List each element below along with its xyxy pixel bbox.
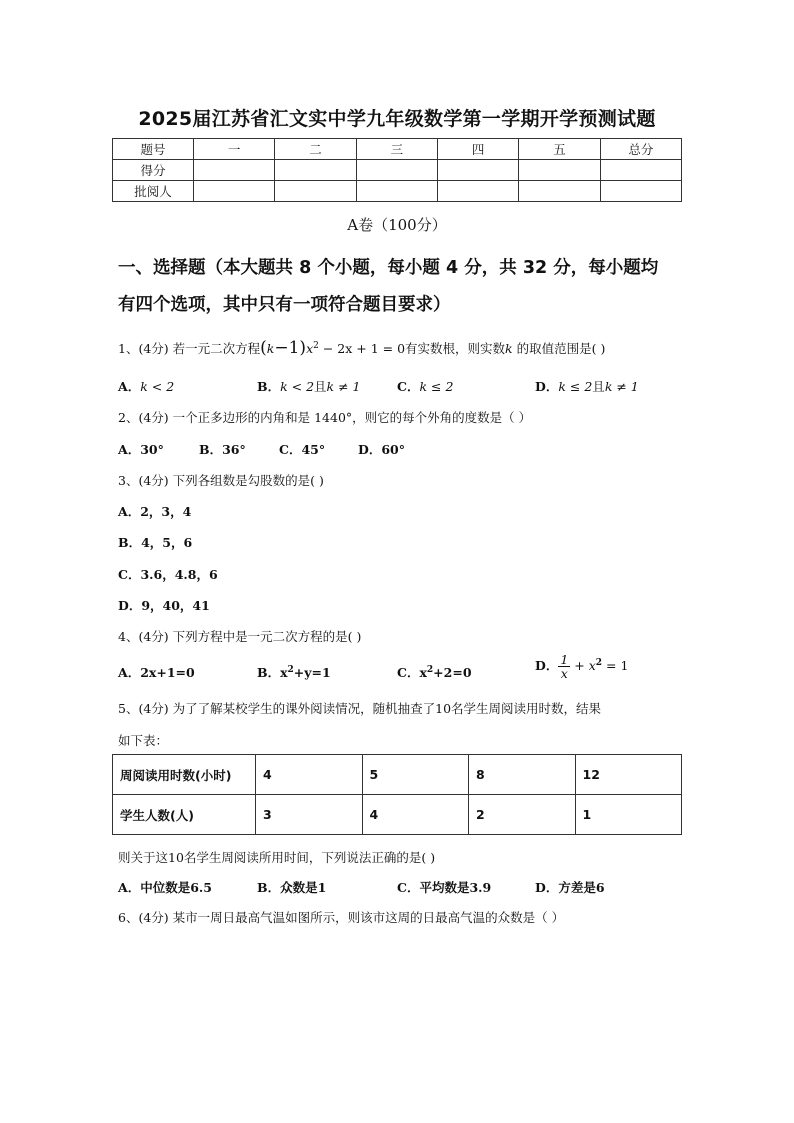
- q4-option-d-fraction: [558, 653, 570, 680]
- score-cell: [356, 160, 437, 181]
- table-row: [113, 795, 682, 835]
- table-cell: 8: [469, 755, 576, 795]
- score-cell: [275, 181, 356, 202]
- q4-option-d-sup: 2: [595, 658, 603, 668]
- q4-option-c-text2: +2=0: [433, 665, 472, 680]
- q4-option-b-text2: +y=1: [293, 665, 331, 680]
- score-cell: [600, 160, 681, 181]
- score-header-cell: 二: [275, 139, 356, 160]
- q3-option-c: C．3.6，4.8，6: [118, 567, 218, 582]
- score-row-label: 批阅人: [113, 181, 194, 202]
- q1-var-x: x: [306, 341, 314, 356]
- table-cell: 12: [575, 755, 682, 795]
- q1-option-b: [257, 377, 361, 395]
- q2-option-c: C．45°: [279, 442, 326, 457]
- q4-option-d-label: D．: [535, 658, 559, 673]
- q1-option-b-text1: k < 2: [280, 379, 315, 394]
- question-6-stem: 6、(4分) 某市一周日最高气温如图所示，则该市这周的日最高气温的众数是（ ）: [118, 910, 565, 925]
- q1-option-d-label: D．: [535, 379, 559, 394]
- score-cell: [600, 181, 681, 202]
- fraction-denominator: x: [560, 666, 568, 681]
- q5-option-a: A．中位数是6.5: [118, 880, 212, 895]
- q1-option-d: [535, 377, 639, 395]
- q1-stem-text-c: 的取值范围是( ): [512, 341, 606, 356]
- q3-option-a: A．2，3，4: [118, 504, 192, 519]
- q4-option-d-text1: + x: [570, 658, 596, 673]
- score-cell: [356, 181, 437, 202]
- q4-option-b: [257, 663, 331, 681]
- table-cell: 2: [469, 795, 576, 835]
- q1-option-c-label: C．: [397, 379, 420, 394]
- question-2-stem: 2、(4分) 一个正多边形的内角和是 1440°，则它的每个外角的度数是（ ）: [118, 410, 532, 425]
- section-heading-line2: 有四个选项，其中只有一项符合题目要求）: [118, 295, 451, 315]
- score-table-header-row: [113, 139, 682, 160]
- q5-option-c: C．平均数是3.9: [397, 880, 492, 895]
- q1-option-c: [397, 377, 453, 395]
- score-table-row: [113, 181, 682, 202]
- q2-option-a: A．30°: [118, 442, 164, 457]
- reading-time-table: [112, 754, 682, 835]
- section-heading-line1: 一、选择题（本大题共 8 个小题，每小题 4 分，共 32 分，每小题均: [118, 258, 659, 278]
- q1-option-a: [118, 377, 174, 395]
- q1-exponent: 2: [313, 341, 319, 351]
- q1-var-k2: k: [505, 341, 513, 356]
- q5-option-b: B．众数是1: [257, 880, 327, 895]
- q4-option-c-text1: C．x: [397, 665, 427, 680]
- table-cell: 周阅读用时数(小时): [113, 755, 256, 795]
- q4-option-b-text1: B．x: [257, 665, 288, 680]
- q1-var-k: k: [266, 341, 275, 356]
- table-cell: 1: [575, 795, 682, 835]
- table-cell: 3: [256, 795, 363, 835]
- question-3-stem: 3、(4分) 下列各组数是勾股数的是( ): [118, 473, 324, 488]
- q1-stem-text: 1、(4分) 若一元二次方程: [118, 341, 261, 356]
- q4-option-d-text2: = 1: [602, 658, 629, 673]
- q1-option-a-label: A．: [118, 379, 141, 394]
- page-title: 2025届江苏省汇文实中学九年级数学第一学期开学预测试题: [138, 108, 656, 130]
- q1-paren: (: [260, 338, 267, 358]
- q1-option-b-label: B．: [257, 379, 281, 394]
- question-5-stem-line2: 如下表：: [118, 733, 169, 748]
- q4-option-c: [397, 663, 472, 681]
- score-cell: [437, 160, 518, 181]
- question-5-followup: 则关于这10名学生周阅读所用时间，下列说法正确的是( ): [118, 850, 436, 865]
- q1-option-d-text2: 且: [592, 379, 605, 394]
- score-header-cell: 题号: [113, 139, 194, 160]
- q3-option-d: D．9，40，41: [118, 598, 210, 613]
- question-5-stem-line1: 5、(4分) 为了了解某校学生的课外阅读情况，随机抽查了10名学生周阅读用时数，结果: [118, 701, 602, 716]
- table-cell: 4: [362, 795, 469, 835]
- q1-option-d-text1: k ≤ 2: [558, 379, 593, 394]
- table-cell: 5: [362, 755, 469, 795]
- table-cell: 学生人数(人): [113, 795, 256, 835]
- q1-option-c-text: k ≤ 2: [419, 379, 454, 394]
- q1-eq-minus-one: −1): [274, 338, 307, 358]
- q1-option-b-text2: 且: [314, 379, 327, 394]
- fraction-numerator: 1: [560, 652, 569, 667]
- score-header-cell: 五: [519, 139, 600, 160]
- score-table: [112, 138, 682, 202]
- q4-option-b-sup: 2: [287, 665, 294, 675]
- q1-eq-rest: − 2x + 1 = 0: [318, 341, 406, 356]
- score-header-cell: 总分: [600, 139, 681, 160]
- score-header-cell: 一: [194, 139, 275, 160]
- score-cell: [519, 181, 600, 202]
- score-cell: [519, 160, 600, 181]
- q5-option-d: D．方差是6: [535, 880, 605, 895]
- score-table-row: [113, 160, 682, 181]
- q1-option-a-text: k < 2: [140, 379, 175, 394]
- q1-option-d-text3: k ≠ 1: [604, 379, 639, 394]
- score-cell: [194, 160, 275, 181]
- score-cell: [275, 160, 356, 181]
- q4-option-c-sup: 2: [426, 665, 434, 675]
- score-cell: [437, 181, 518, 202]
- table-row: [113, 755, 682, 795]
- q1-stem-text-b: 有实数根，则实数: [405, 341, 506, 356]
- q2-option-b: B．36°: [199, 442, 246, 457]
- q1-option-b-text3: k ≠ 1: [326, 379, 361, 394]
- q4-option-a: A．2x+1=0: [118, 665, 195, 680]
- score-header-cell: 三: [356, 139, 437, 160]
- table-cell: 4: [256, 755, 363, 795]
- q3-option-b: B．4，5，6: [118, 535, 193, 550]
- question-1-stem: [118, 338, 605, 358]
- q4-option-d: [535, 653, 628, 680]
- volume-heading: A卷（100分）: [347, 216, 447, 234]
- score-header-cell: 四: [437, 139, 518, 160]
- q2-option-d: D．60°: [358, 442, 405, 457]
- score-row-label: 得分: [113, 160, 194, 181]
- score-cell: [194, 181, 275, 202]
- question-4-stem: 4、(4分) 下列方程中是一元二次方程的是( ): [118, 629, 362, 644]
